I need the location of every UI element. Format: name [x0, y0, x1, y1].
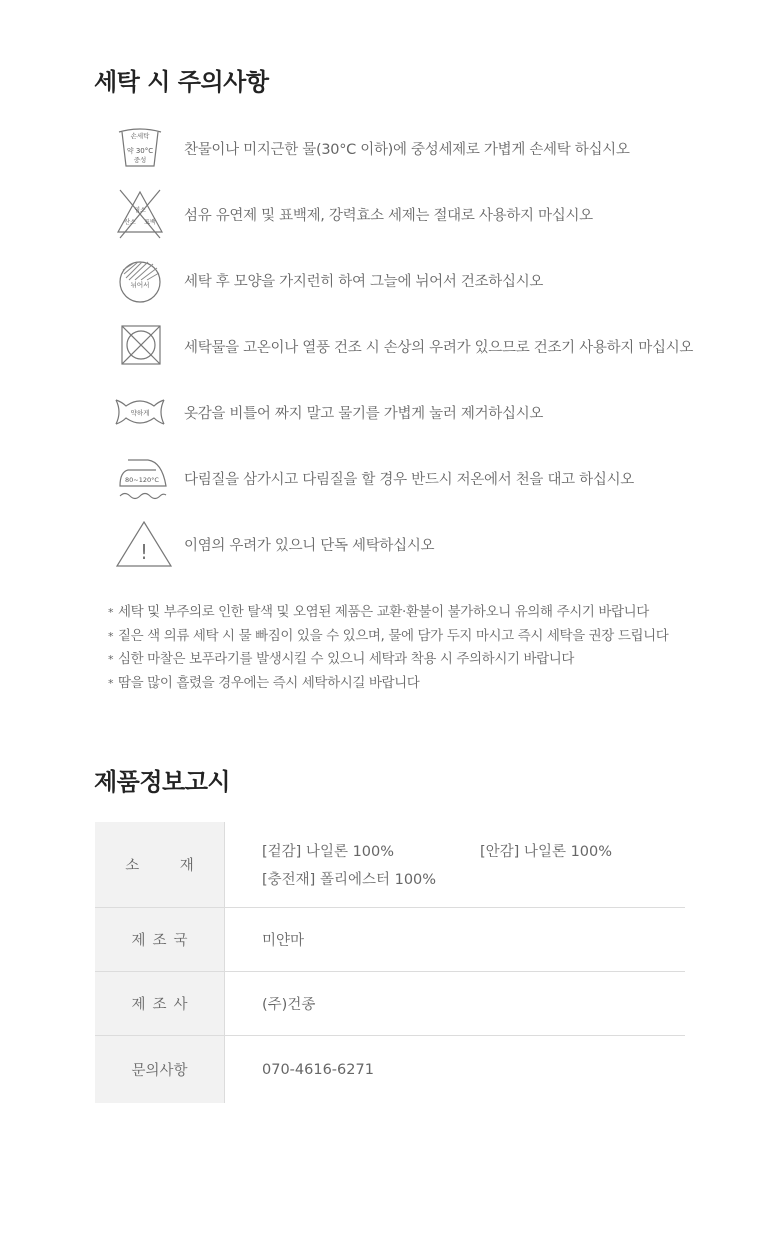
- care-note: * 땀을 많이 흘렸을 경우에는 즉시 세탁하시길 바랍니다: [108, 672, 668, 696]
- care-text-warning: 이염의 우려가 있으니 단독 세탁하십시오: [184, 538, 435, 554]
- row-value-material: [225, 822, 685, 907]
- care-note: * 짙은 색 의류 세탁 시 물 빠짐이 있을 수 있으며, 물에 담가 두지 마시고 즉시 세탁을 권장 드립니다: [108, 625, 668, 649]
- care-item-gentle-wring: [112, 386, 712, 438]
- svg-text:!: !: [139, 540, 149, 564]
- care-text-iron: 다림질을 삼가시고 다림질을 할 경우 반드시 저온에서 천을 대고 하십시오: [184, 472, 634, 488]
- table-row: [95, 822, 685, 908]
- note-marker: *: [108, 653, 114, 666]
- note-marker: *: [108, 606, 114, 619]
- care-item-flat-dry: [112, 254, 712, 306]
- row-label-material: 소 재: [95, 822, 225, 907]
- care-section-title: 세탁 시 주의사항: [94, 68, 269, 96]
- row-value-country: 미얀마: [262, 933, 305, 949]
- row-value-manufacturer: (주)건종: [262, 997, 316, 1013]
- care-item-hand-wash: [112, 122, 712, 174]
- hand-wash-30c-icon: [112, 122, 176, 174]
- care-item-no-tumble-dry: [112, 320, 712, 372]
- care-text-gentle-wring: 옷감을 비틀어 짜지 말고 물기를 가볍게 눌러 제거하십시오: [184, 406, 544, 422]
- material-lining: [안감] 나일론 100%: [480, 844, 613, 860]
- hand-wash-temp: 약 30°C: [126, 147, 154, 155]
- flat-shade-dry-icon: [112, 254, 176, 306]
- gentle-wring-icon: [112, 386, 176, 438]
- care-item-iron: [112, 452, 712, 504]
- hand-wash-label: 손세탁: [130, 132, 150, 140]
- product-info-table: [95, 822, 685, 1103]
- row-label-manufacturer: 제조사: [95, 972, 225, 1035]
- svg-text:염소: 염소: [134, 207, 146, 214]
- care-notes: [108, 601, 668, 695]
- row-value-inquiry: 070-4616-6271: [262, 1061, 374, 1078]
- care-text-flat-dry: 세탁 후 모양을 가지런히 하여 그늘에 뉘어서 건조하십시오: [184, 274, 544, 290]
- note-marker: *: [108, 629, 114, 643]
- table-row: [95, 972, 685, 1036]
- row-label-country: 제조국: [95, 908, 225, 971]
- svg-text:산소: 산소: [124, 219, 136, 226]
- no-bleach-icon: [112, 188, 176, 240]
- warning-icon: [112, 518, 176, 570]
- iron-low-temp-icon: [112, 452, 176, 504]
- material-outer: [겉감] 나일론 100%: [262, 844, 395, 860]
- note-marker: *: [108, 676, 114, 690]
- care-text-no-tumble-dry: 세탁물을 고온이나 열풍 건조 시 손상의 우려가 있으므로 건조기 사용하지 마십시오: [184, 340, 694, 356]
- table-row: [95, 908, 685, 972]
- care-text-hand-wash: 찬물이나 미지근한 물(30°C 이하)에 중성세제로 가볍게 손세탁 하십시오: [184, 142, 630, 158]
- svg-text:표백: 표백: [144, 219, 156, 226]
- svg-text:80~120°C: 80~120°C: [125, 476, 159, 484]
- svg-text:약하게: 약하게: [130, 409, 150, 417]
- care-item-no-bleach: [112, 188, 712, 240]
- no-tumble-dry-icon: [112, 320, 176, 372]
- material-filling: [충전재] 폴리에스터 100%: [262, 872, 437, 888]
- care-note: * 세탁 및 부주의로 인한 탈색 및 오염된 제품은 교환·환불이 불가하오니 유의해 주시기 바랍니다: [108, 601, 668, 625]
- row-label-inquiry: 문의사항: [95, 1036, 225, 1103]
- care-note: * 심한 마찰은 보푸라기를 발생시킬 수 있으니 세탁과 착용 시 주의하시기 바랍니다: [108, 648, 668, 672]
- care-item-warning: [112, 518, 712, 570]
- svg-text:뉘어서: 뉘어서: [130, 281, 150, 289]
- table-row: [95, 1036, 685, 1103]
- hand-wash-detergent: 중성: [133, 156, 147, 164]
- info-section-title: 제품정보고시: [94, 768, 231, 796]
- care-text-no-bleach: 섬유 유연제 및 표백제, 강력효소 세제는 절대로 사용하지 마십시오: [184, 208, 593, 224]
